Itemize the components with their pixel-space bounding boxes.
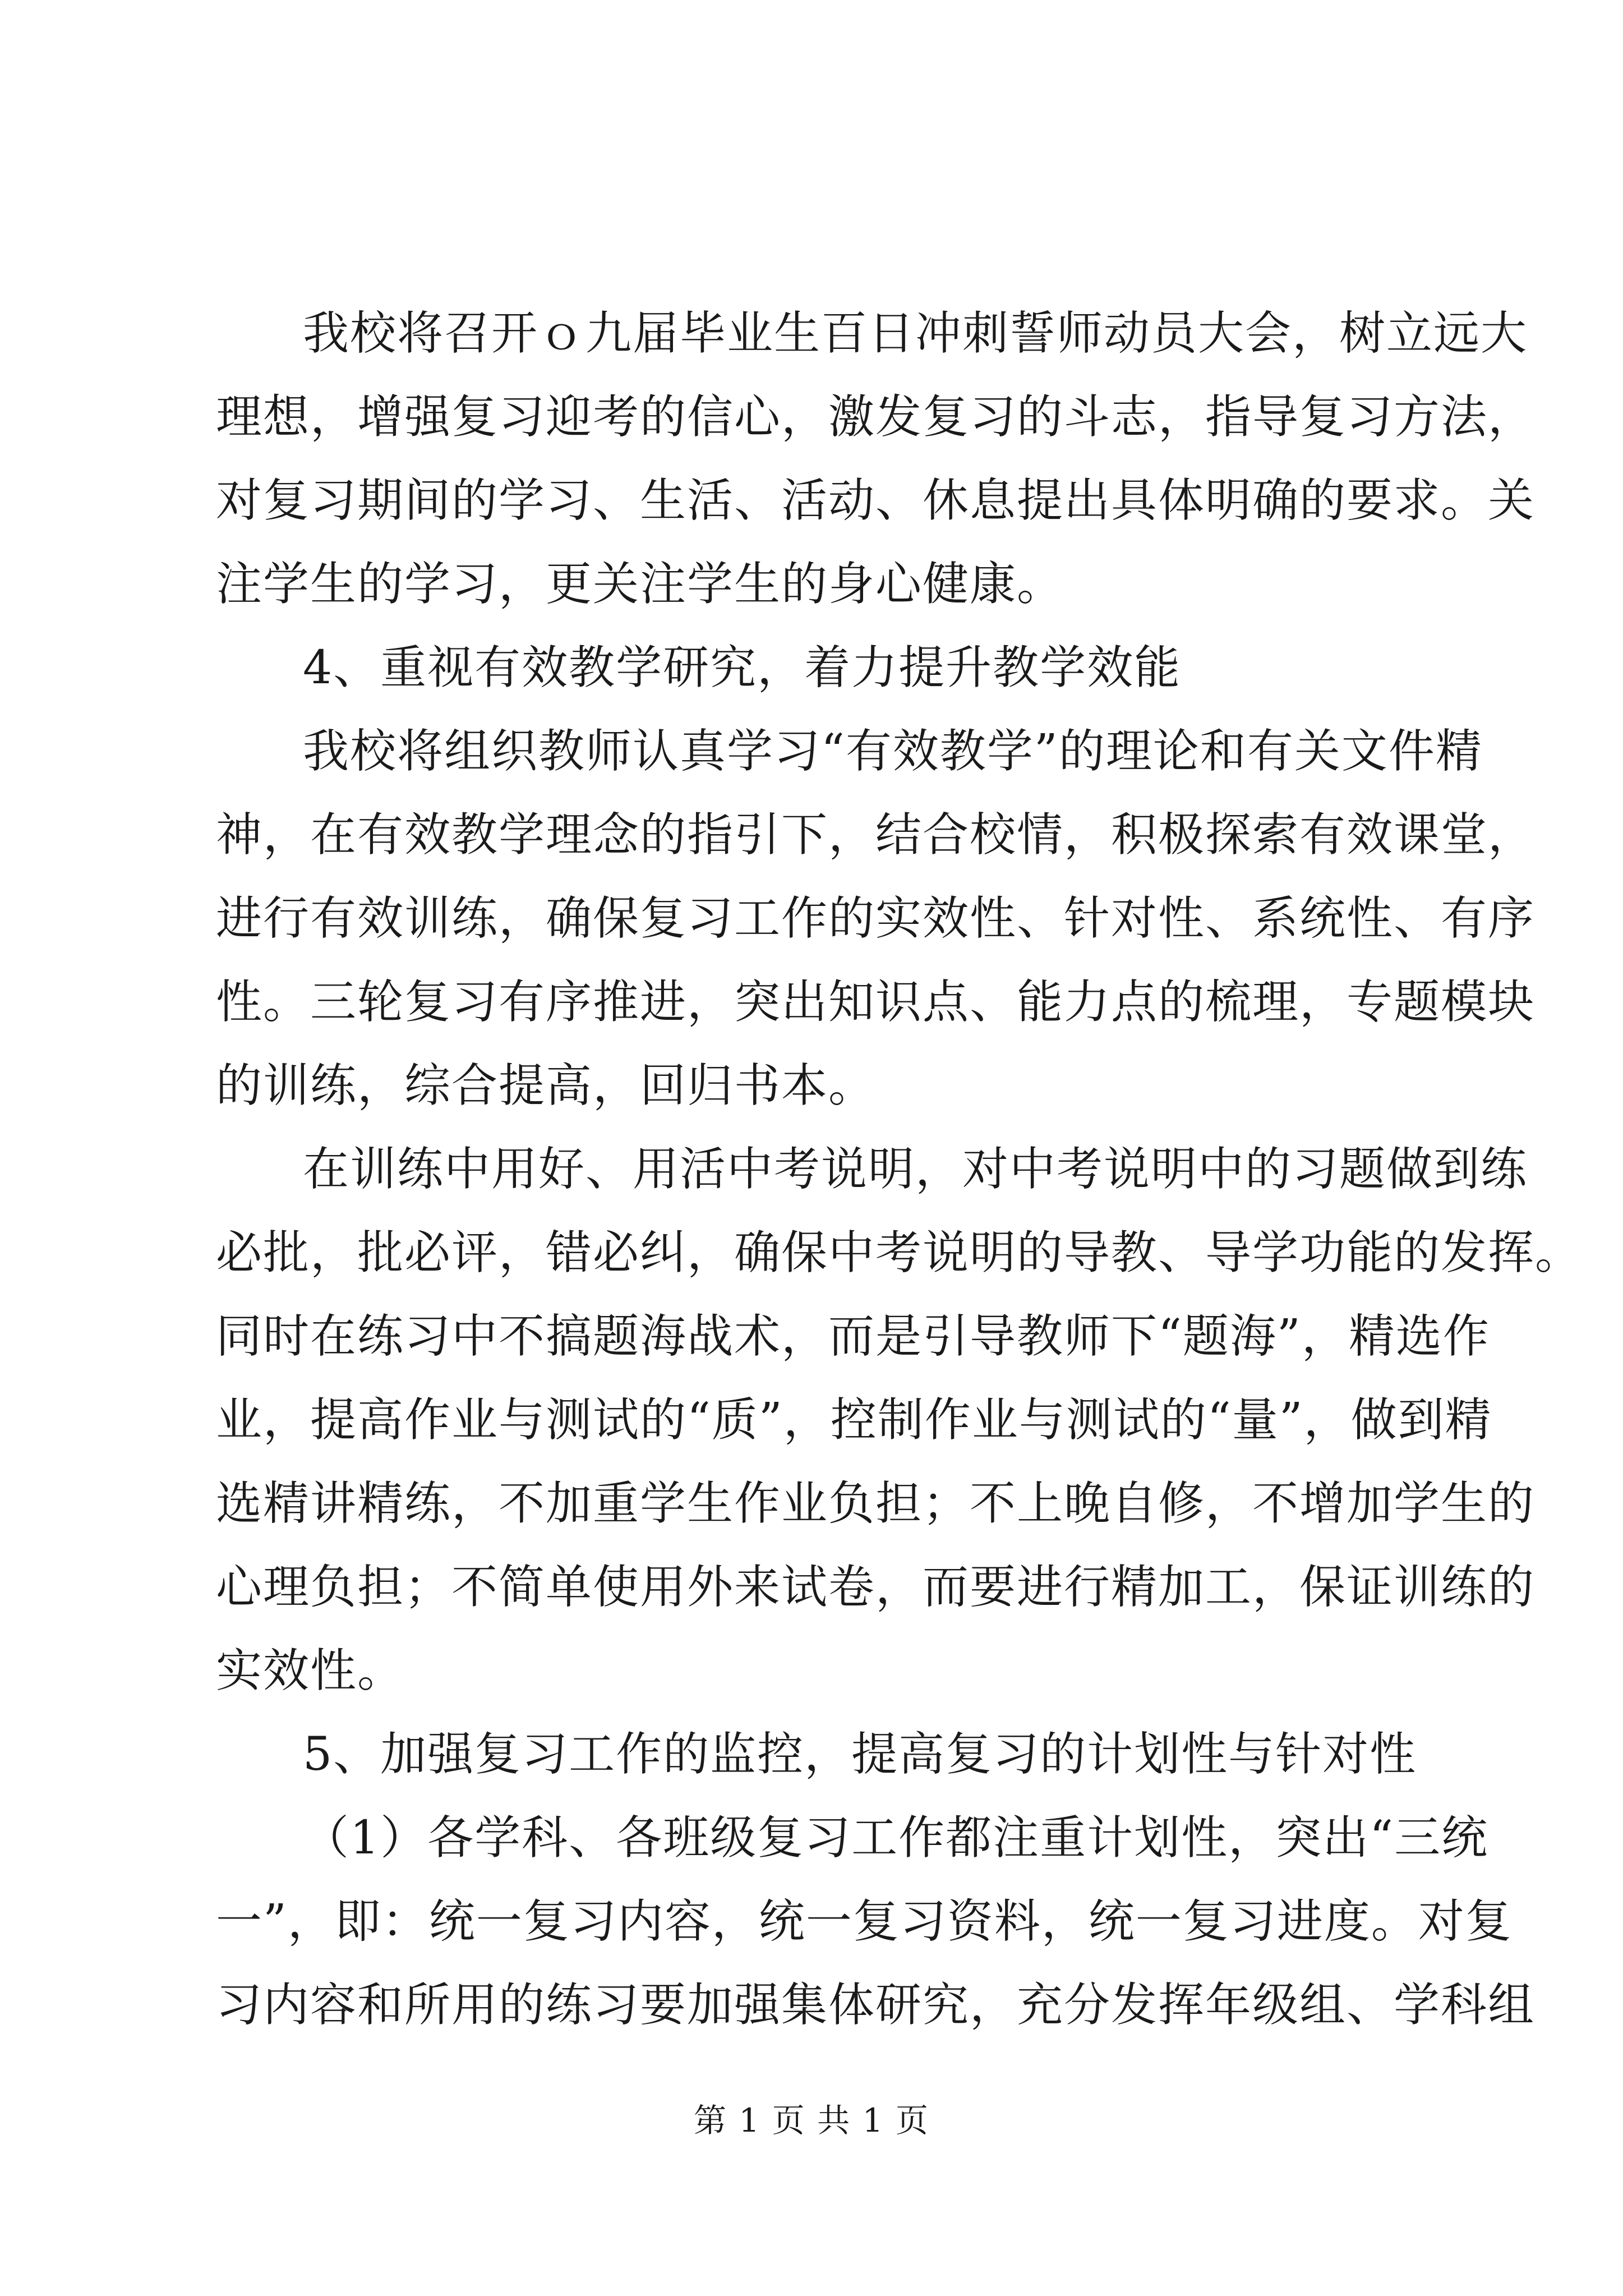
- paragraph-line: 的训练，综合提高，回归书本。: [216, 1059, 876, 1112]
- paragraph-line: 业，提高作业与测试的“质”，控制作业与测试的“量”，做到精: [216, 1393, 1492, 1447]
- paragraph-line: 习内容和所用的练习要加强集体研究，充分发挥年级组、学科组: [216, 1978, 1536, 2032]
- paragraph-line: （1）各学科、各班级复习工作都注重计划性，突出“三统: [303, 1811, 1489, 1865]
- paragraph-line: 注学生的学习，更关注学生的身心健康。: [216, 558, 1064, 611]
- paragraph-line: 选精讲精练，不加重学生作业负担；不上晚自修，不增加学生的: [216, 1477, 1536, 1530]
- paragraph-line: 性。三轮复习有序推进，突出知识点、能力点的梳理，专题模块: [216, 976, 1536, 1029]
- paragraph-line: 实效性。: [216, 1644, 405, 1697]
- paragraph-line: 一”，即：统一复习内容，统一复习资料，统一复习进度。对复: [216, 1895, 1513, 1948]
- section-heading: 4、重视有效教学研究，着力提升教学效能: [303, 641, 1182, 694]
- paragraph-line: 理想，增强复习迎考的信心，激发复习的斗志，指导复习方法，: [216, 390, 1536, 444]
- paragraph-line: 对复习期间的学习、生活、活动、休息提出具体明确的要求。关: [216, 474, 1536, 527]
- paragraph-line: 心理负担；不简单使用外来试卷，而要进行精加工，保证训练的: [216, 1561, 1536, 1614]
- paragraph-line: 进行有效训练，确保复习工作的实效性、针对性、系统性、有序: [216, 892, 1536, 945]
- paragraph-line: 我校将组织教师认真学习“有效教学”的理论和有关文件精: [303, 725, 1483, 778]
- paragraph-line: 我校将召开ｏ九届毕业生百日冲刺誓师动员大会，树立远大: [303, 307, 1528, 360]
- paragraph-line: 神，在有效教学理念的指引下，结合校情，积极探索有效课堂，: [216, 808, 1536, 862]
- paragraph-line: 必批，批必评，错必纠，确保中考说明的导教、导学功能的发挥。: [216, 1226, 1583, 1280]
- page-number-footer: 第 1 页 共 1 页: [694, 2101, 929, 2139]
- paragraph-line: 在训练中用好、用活中考说明，对中考说明中的习题做到练: [303, 1143, 1528, 1196]
- paragraph-line: 同时在练习中不搞题海战术，而是引导教师下“题海”，精选作: [216, 1310, 1490, 1363]
- section-heading: 5、加强复习工作的监控，提高复习的计划性与针对性: [303, 1728, 1417, 1781]
